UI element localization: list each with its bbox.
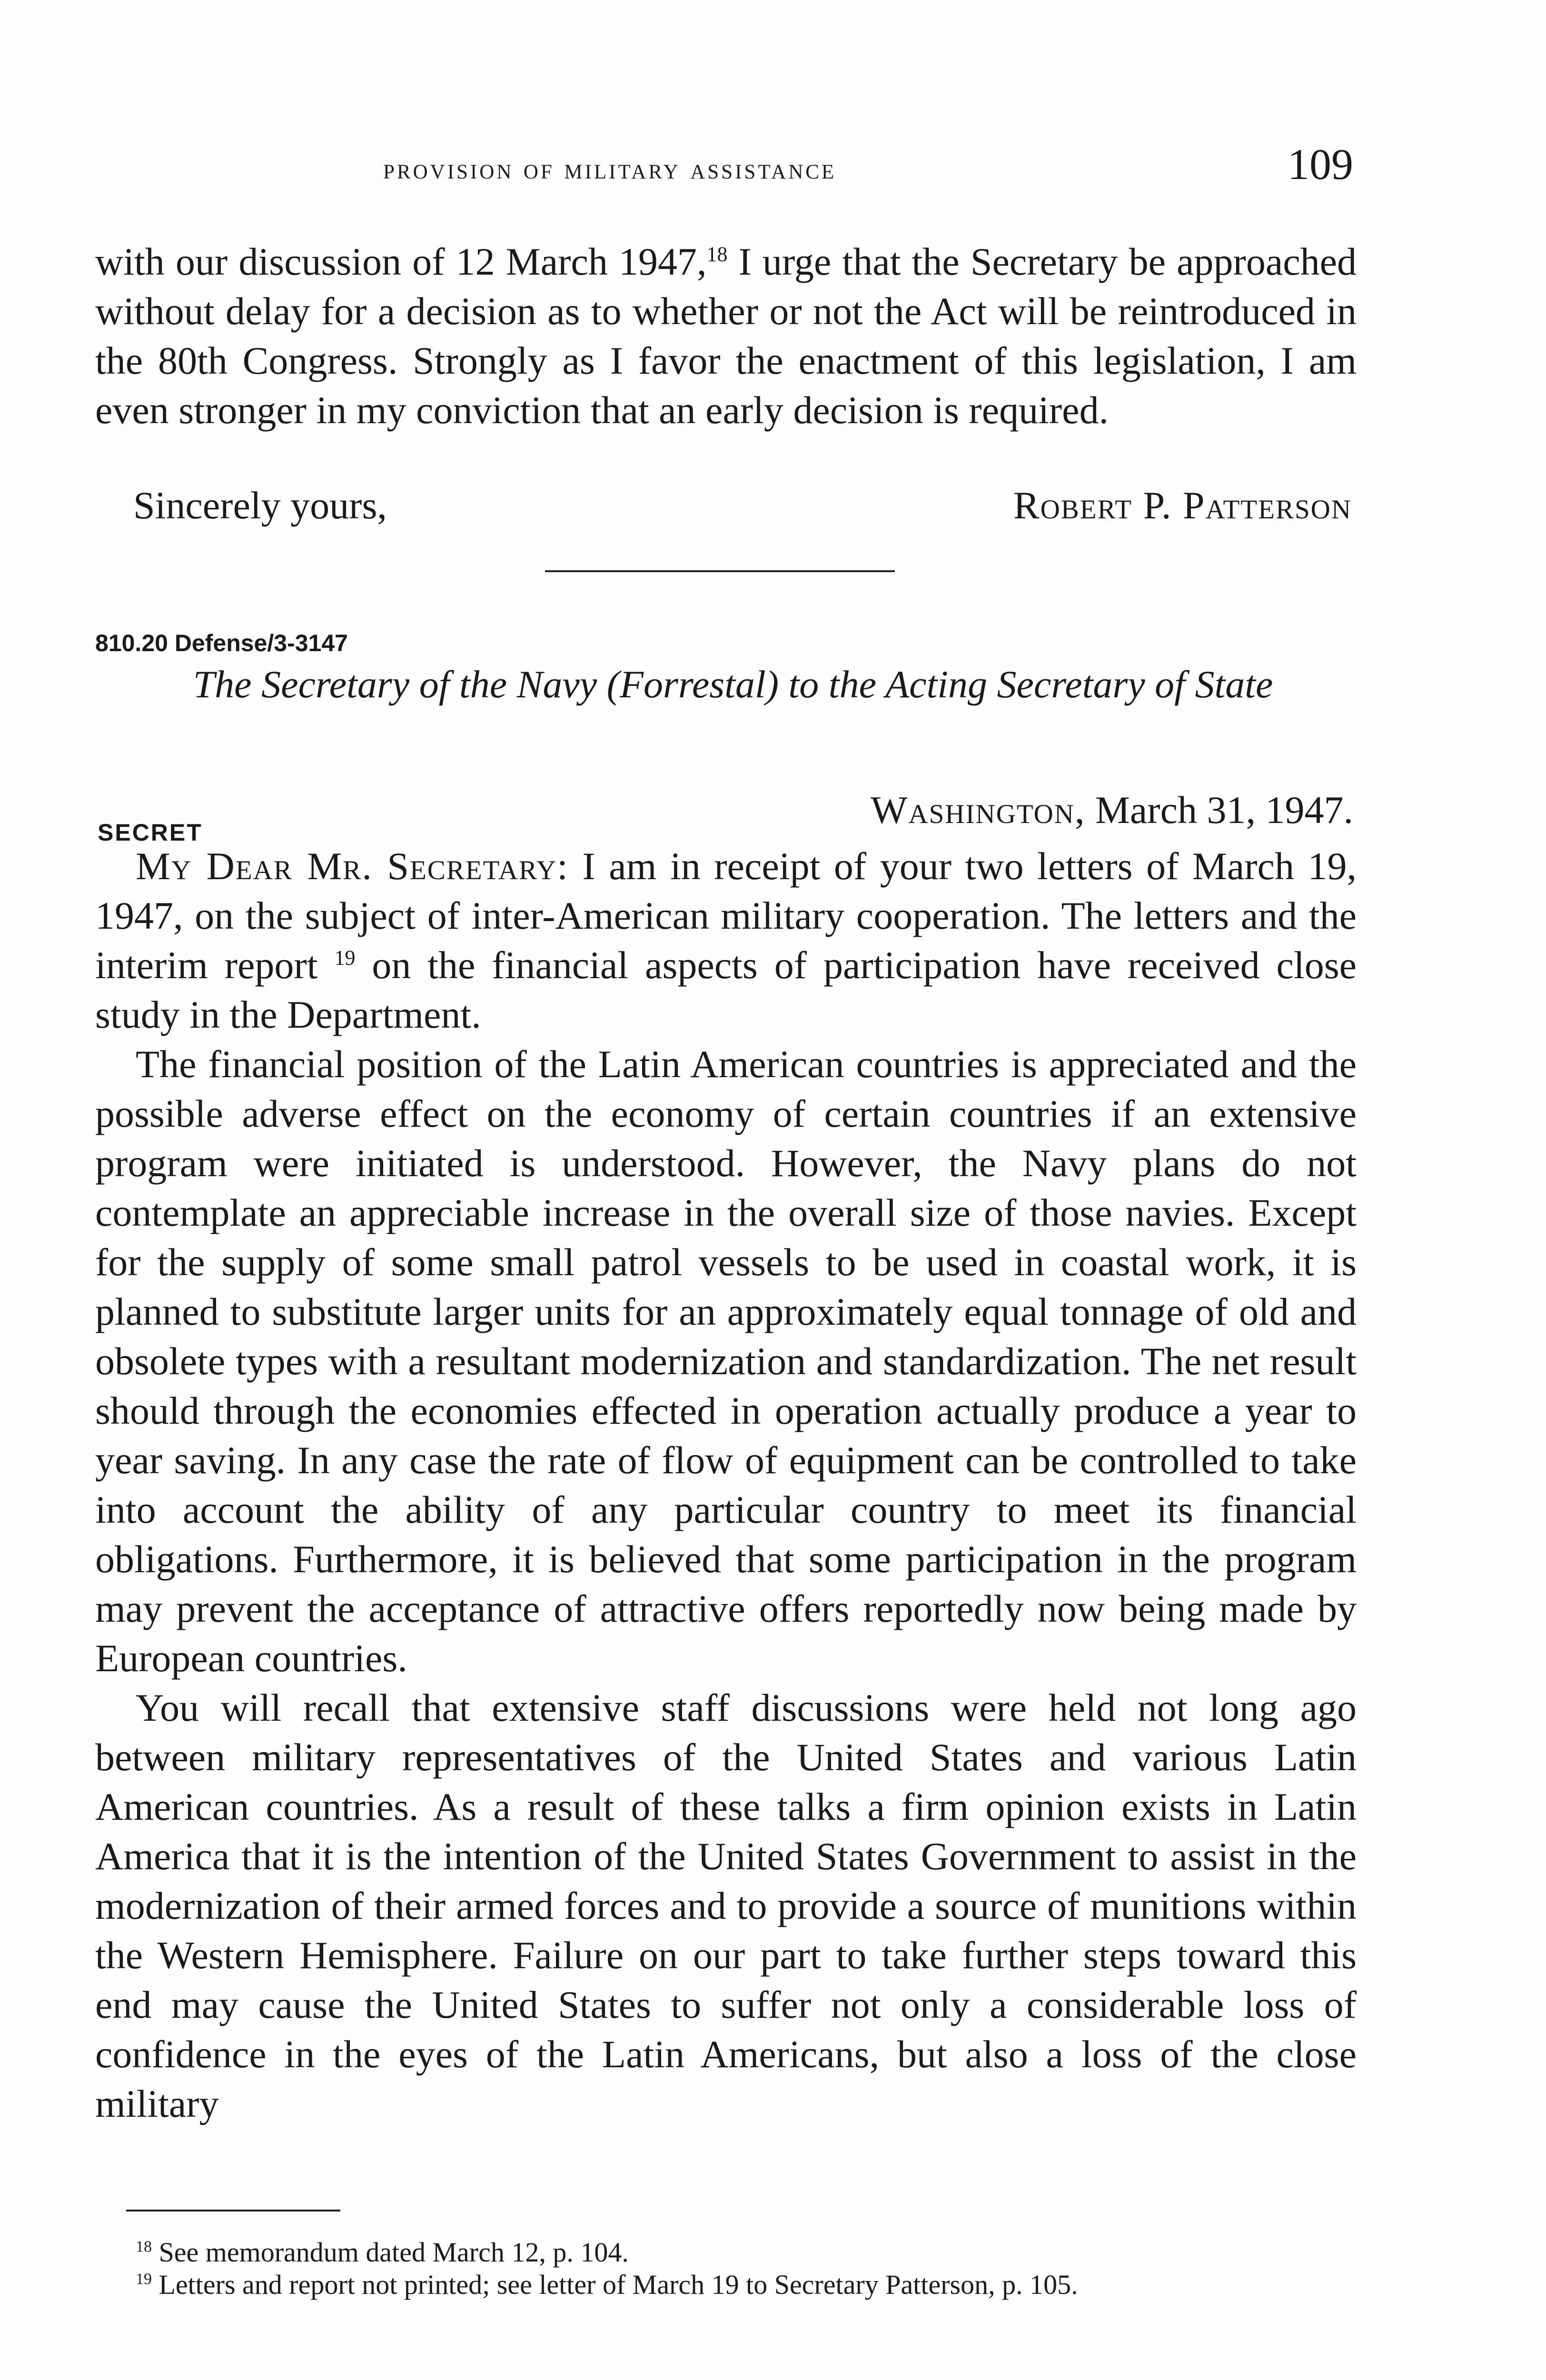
previous-letter-paragraph bbox=[95, 237, 1357, 435]
dateline-place: Washington, bbox=[871, 788, 1086, 832]
footnote-text: Letters and report not printed; see letter of March 19 to Secretary Patterson, p. 105. bbox=[152, 2269, 1078, 2300]
paragraph-1-part-b: on the financial aspects of participation have received close study in the Department. bbox=[95, 943, 1357, 1036]
letter-paragraph-3: You will recall that extensive staff discussions were held not long ago between military representatives of the United States and various Latin American countries. As a result of these talks a firm opinion exists in Latin America that it is the intention of the United States Government to assist in the modernization of their armed forces and to provide a source of munitions within the Western Hemisphere. Failure on our part to take further steps toward this end may cause the United States to suffer not only a considerable loss of confidence in the eyes of the Latin Americans, but also a loss of the close military bbox=[95, 1686, 1357, 2125]
letter-paragraph-1 bbox=[95, 842, 1357, 1040]
dateline-date: March 31, 1947. bbox=[1085, 788, 1353, 832]
closing-text-before: with our discussion of 12 March 1947, bbox=[95, 240, 707, 283]
footnote-18 bbox=[95, 2237, 1357, 2268]
footnote-number: 19 bbox=[136, 2270, 152, 2288]
letter-paragraph-2: The financial position of the Latin American countries is appreciated and the possible adverse effect on the economy of certain countries if an extensive program were initiated is understood. However, the Navy plans do not contemplate an appreciable increase in the overall size of those navies. Except for the supply of some small patrol vessels to be used in coastal work, it is planned to substitute larger units for an approximately equal tonnage of old and obsolete types with a resultant modernization and standardization. The net result should through the economies effected in operation actually produce a year to year saving. In any case the rate of flow of equipment can be controlled to take into account the ability of any particular country to meet its financial obligations. Furthermore, it is believed that some participation in the program may prevent the acceptance of attractive offers reportedly now being made by European countries. bbox=[95, 1042, 1357, 1680]
salutation: My Dear Mr. Secretary: bbox=[136, 844, 569, 888]
document-title: The Secretary of the Navy (Forrestal) to the Acting Secretary of State bbox=[193, 663, 1273, 706]
footnote-divider bbox=[126, 2210, 340, 2211]
footnote-text: See memorandum dated March 12, p. 104. bbox=[152, 2237, 629, 2268]
footnote-number: 18 bbox=[136, 2238, 152, 2256]
file-reference: 810.20 Defense/3-3147 bbox=[95, 630, 348, 656]
footnote-ref-18: 18 bbox=[706, 242, 728, 266]
classification-label: SECRET bbox=[98, 819, 203, 846]
page-number: 109 bbox=[1288, 140, 1353, 188]
complimentary-close: Sincerely yours, bbox=[133, 484, 387, 527]
footnotes bbox=[95, 2237, 1357, 2302]
paragraph-1-part-a: I am in receipt of your two letters of March 19, 1947, on the subject of inter-American military cooperation. The letters and the interim report bbox=[95, 844, 1357, 987]
previous-letter-closing bbox=[95, 237, 1357, 435]
running-title: provision of military assistance bbox=[383, 153, 837, 185]
letter-body bbox=[95, 842, 1357, 2129]
section-divider bbox=[545, 570, 895, 572]
footnote-19 bbox=[95, 2270, 1357, 2300]
dateline bbox=[871, 788, 1353, 833]
signature: Robert P. Patterson bbox=[1013, 484, 1352, 527]
footnote-ref-19: 19 bbox=[334, 946, 356, 970]
signature-line bbox=[133, 483, 1352, 528]
closing-text-after: I urge that the Secretary be approached without delay for a decision as to whether or not the Act will be reintroduced in the 80th Congress. Strongly as I favor the enactment of this legislation, I am even stronger in my conviction that an early decision is required. bbox=[95, 240, 1357, 432]
